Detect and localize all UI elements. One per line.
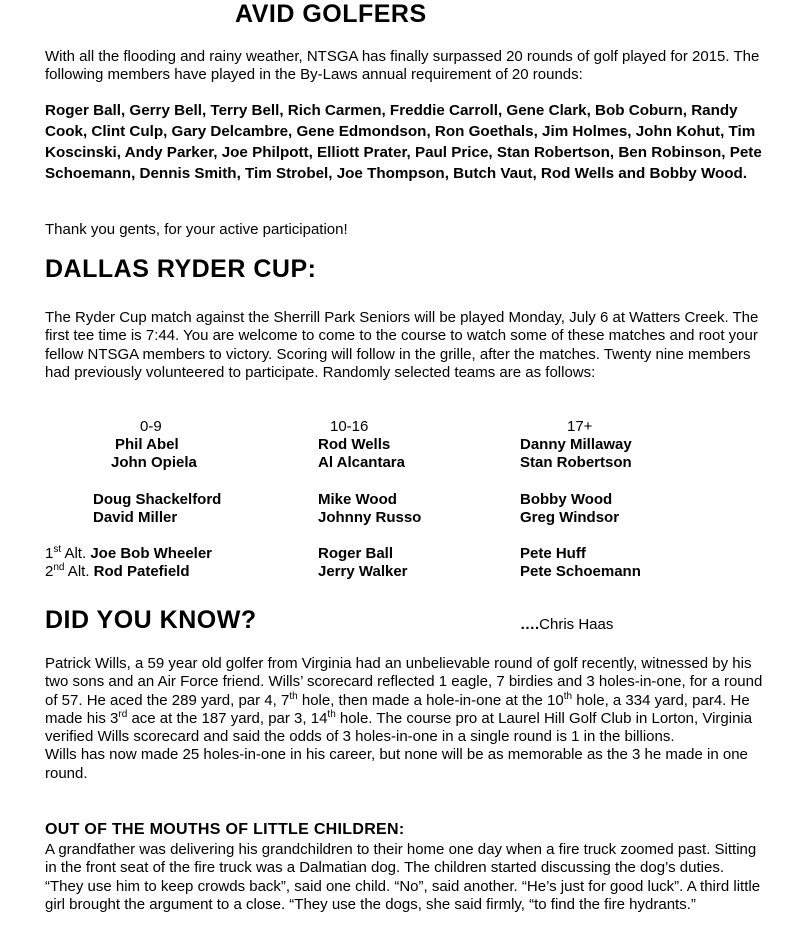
avid-thanks-text: Thank you gents, for your active participation! bbox=[45, 221, 348, 238]
did-you-know-body: Patrick Wills, a 59 year old golfer from Virginia had an unbelievable round of golf recently, witnessed by his two sons and an Air Force friend. Wills’ scorecard reflected 1 eagle, 7 birdies and 3 holes-in-one, for a round of 57. He aced the 289 yard, par 4, 7th hole, then made a hole-in-one at the 10th hole, a 334 yard, par4. He made his 3rd ace at the 187 yard, par 3, 14th hole. The course pro at Laurel Hill Golf Club in Lorton, Virginia verified Wills scorecard and said the odds of 3 holes-in-one in a single round is 1 in the billions. Wills has now made 25 holes-in-one in his career, but none will be as memorable as the 3 he made in one round. bbox=[45, 655, 763, 782]
team-col2-name: Roger Ball bbox=[318, 545, 394, 562]
team-col2-head: 10-16 bbox=[330, 418, 369, 435]
mouths-heading: OUT OF THE MOUTHS OF LITTLE CHILDREN: bbox=[45, 821, 405, 838]
team-col2-name: Al Alcantara bbox=[318, 454, 405, 471]
team-col3-name: Bobby Wood bbox=[520, 491, 613, 508]
mouths-body: A grandfather was delivering his grandchildren to their home one day when a fire truck zoomed past. Sitting in the front seat of the fire truck was a Dalmatian dog. The children started discussing the dog’s duties. “They use him to keep crowds back”, said one child. “No”, said another. “He’s just for good luck”. A third little girl brought the argument to a close. “They use the dogs, she said firmly, “to find the fire hydrants.” bbox=[45, 841, 761, 913]
ryder-cup-body: The Ryder Cup match against the Sherrill Park Seniors will be played Monday, July 6 at Watters Creek. The first tee time is 7:44. You are welcome to come to the course to watch some of these matches and root your fellow NTSGA members to victory. Scoring will follow in the grille, after the matches. Twenty nine members had previously volunteered to participate. Randomly selected teams are as follows: bbox=[45, 309, 759, 381]
team-col3-name: Danny Millaway bbox=[520, 436, 632, 453]
alternate-1: 1st Alt. Joe Bob Wheeler bbox=[45, 544, 213, 562]
alternate-1-name: Joe Bob Wheeler bbox=[90, 545, 213, 562]
team-col1-name: Phil Abel bbox=[115, 436, 179, 453]
team-col3-name: Greg Windsor bbox=[520, 509, 620, 526]
team-col1-name: John Opiela bbox=[111, 454, 197, 471]
alternate-2-name: Rod Patefield bbox=[93, 563, 190, 580]
team-col2-name: Mike Wood bbox=[318, 491, 397, 508]
team-col2-name: Rod Wells bbox=[318, 436, 391, 453]
team-col1-name: David Miller bbox=[93, 509, 178, 526]
did-you-know-heading: DID YOU KNOW? bbox=[45, 606, 257, 634]
team-col2-name: Johnny Russo bbox=[318, 509, 422, 526]
team-col1-head: 0-9 bbox=[140, 418, 162, 435]
ryder-cup-heading: DALLAS RYDER CUP: bbox=[45, 255, 317, 283]
did-you-know-body-2: Wills has now made 25 holes-in-one in his career, but none will be as memorable as the 3 he made in one round. bbox=[45, 746, 748, 782]
team-col2-name: Jerry Walker bbox=[318, 563, 408, 580]
team-col1-name: Doug Shackelford bbox=[93, 491, 222, 508]
team-col3-name: Pete Schoemann bbox=[520, 563, 641, 580]
avid-members-list: Roger Ball, Gerry Bell, Terry Bell, Rich Carmen, Freddie Carroll, Gene Clark, Bob Coburn, Randy Cook, Clint Culp, Gary Delcambre, Gene Edmondson, Ron Goethals, Jim Holmes, John Kohut, Tim Koscinski, Andy Parker, Joe Philpott, Elliott Prater, Paul Price, Stan Robertson, Ben Robinson, Pete Schoemann, Dennis Smith, Tim Strobel, Joe Thompson, Butch Vaut, Rod Wells and Bobby Wood. bbox=[45, 102, 762, 182]
avid-intro-text: With all the flooding and rainy weather, NTSGA has finally surpassed 20 rounds of golf played for 2015. The following members have played in the By-Laws annual requirement of 20 rounds: bbox=[45, 48, 760, 84]
avid-golfers-heading: AVID GOLFERS bbox=[235, 0, 427, 28]
team-col3-name: Pete Huff bbox=[520, 545, 586, 562]
team-col3-name: Stan Robertson bbox=[520, 454, 632, 471]
team-col3-head: 17+ bbox=[567, 418, 593, 435]
alternate-2: 2nd Alt. Rod Patefield bbox=[45, 562, 190, 580]
did-you-know-author: ….Chris Haas bbox=[520, 616, 614, 633]
